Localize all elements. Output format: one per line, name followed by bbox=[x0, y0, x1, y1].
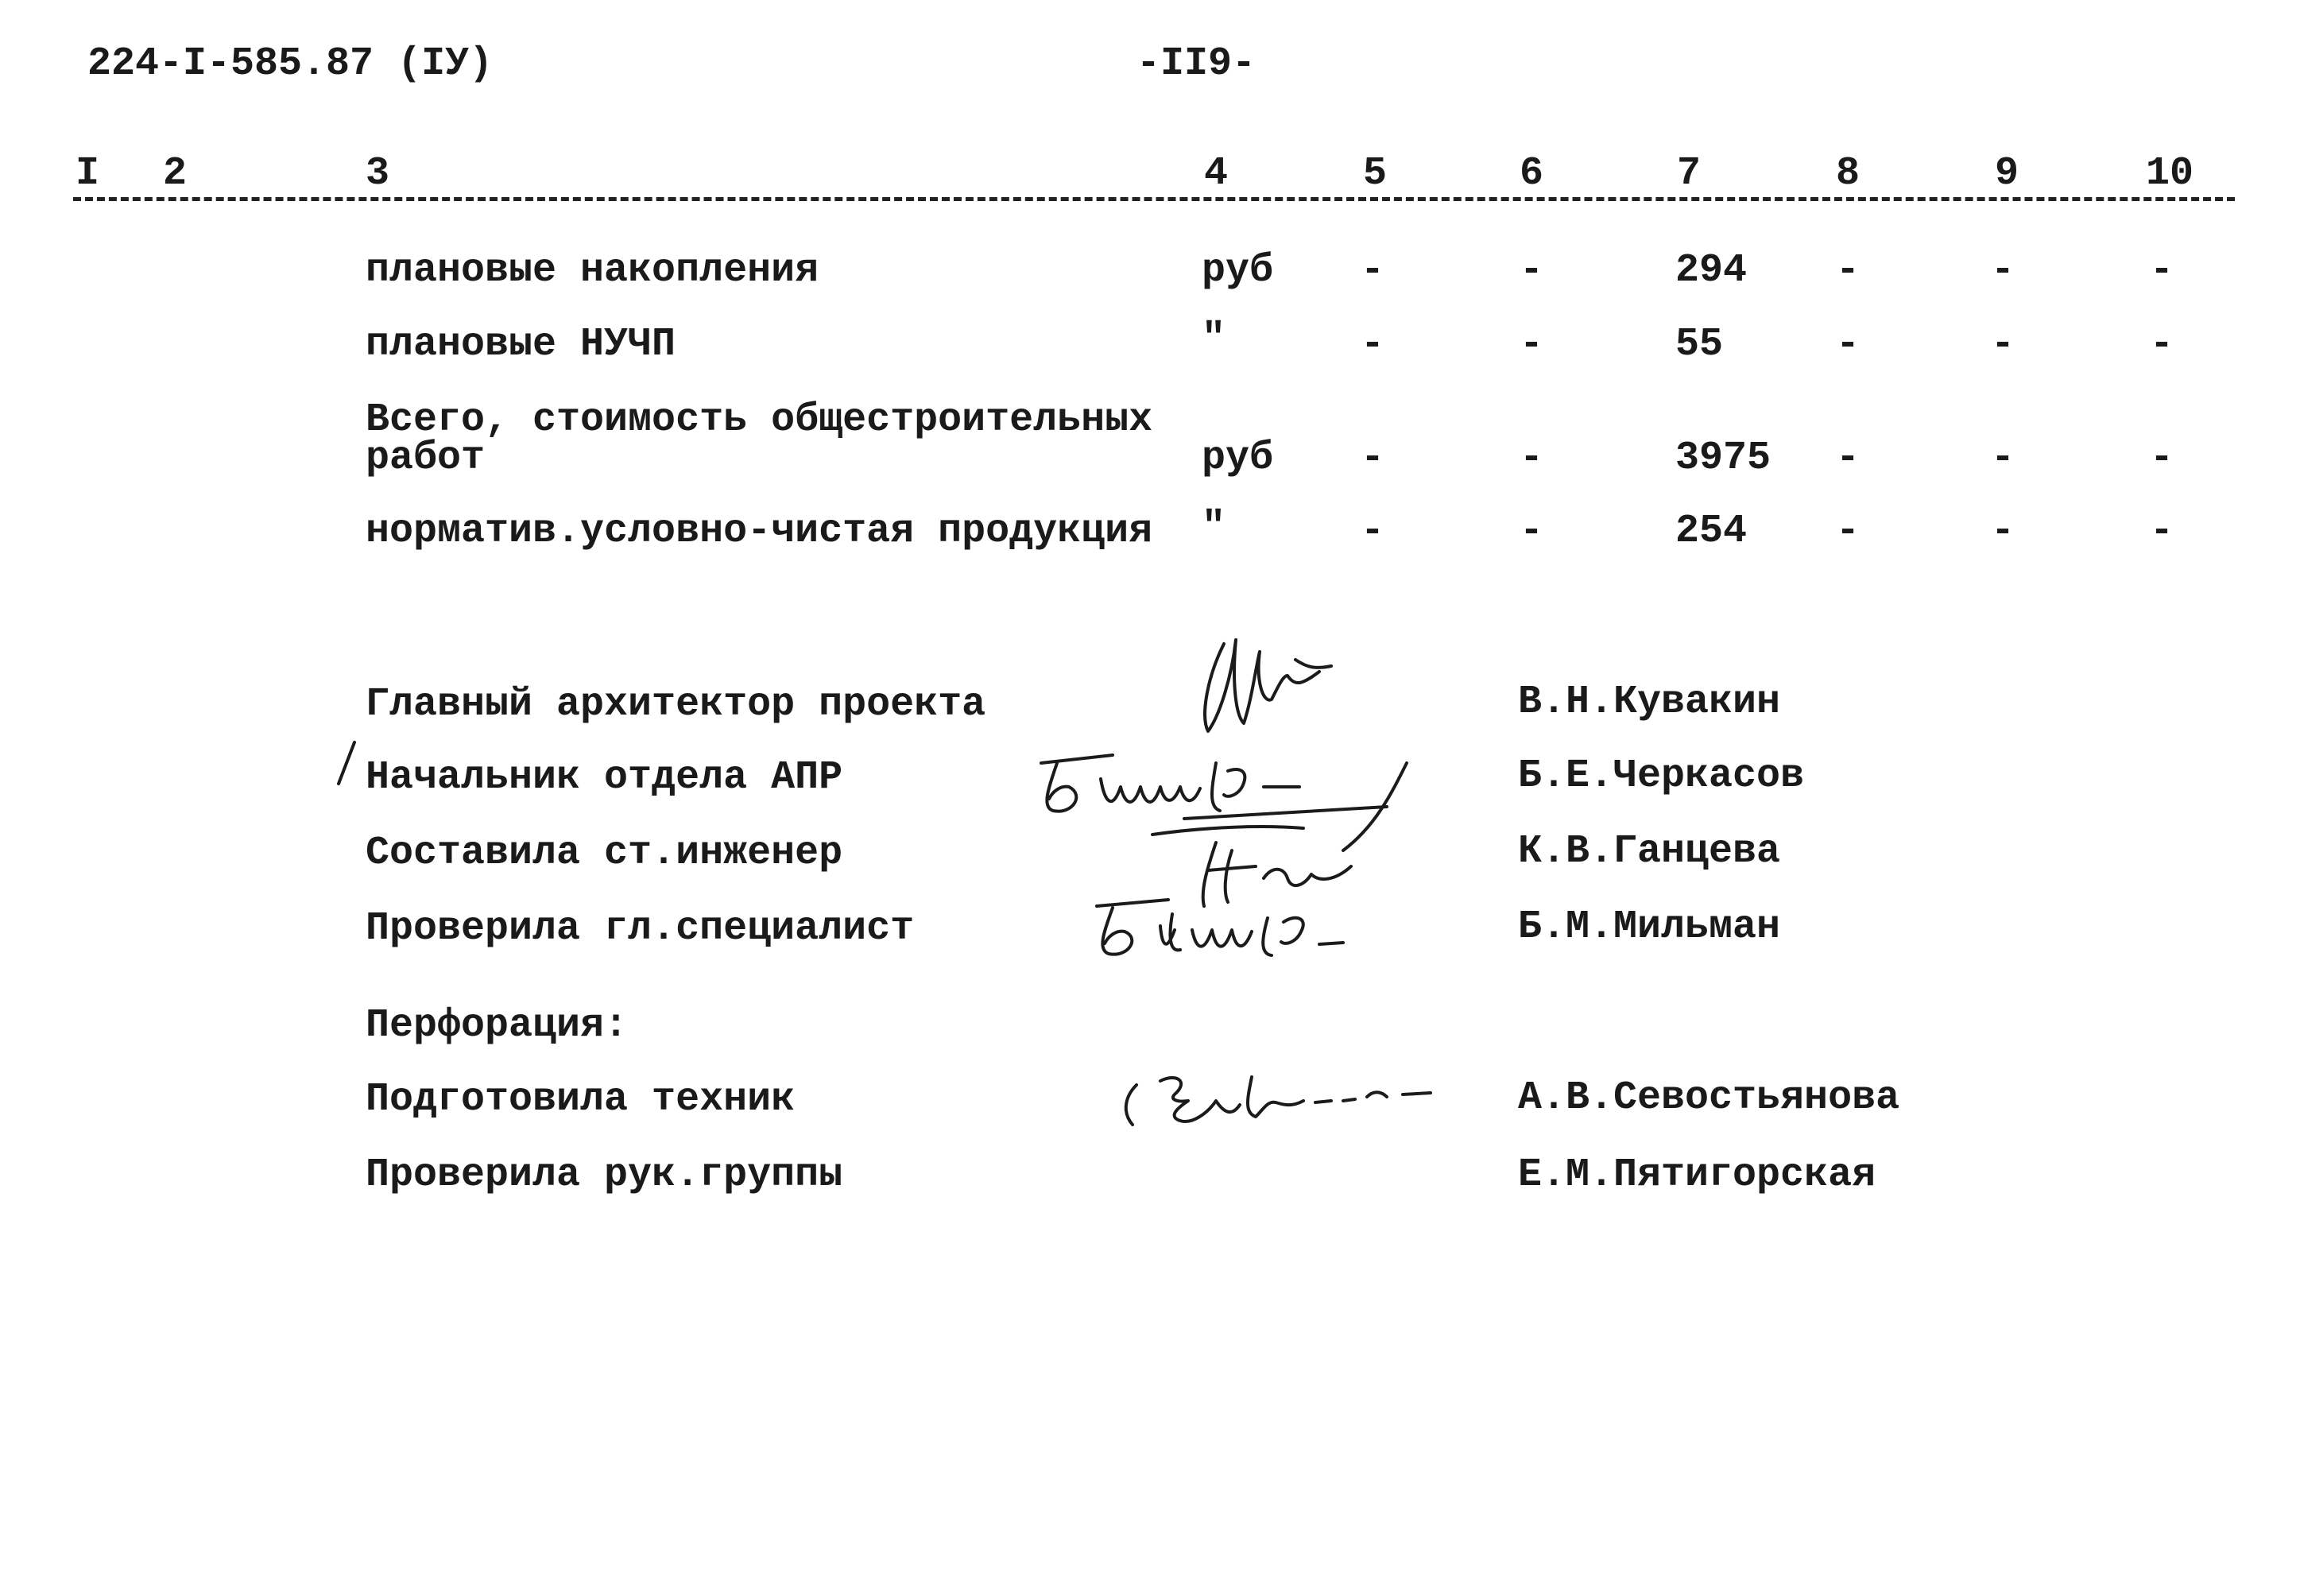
column-number: 7 bbox=[1677, 151, 1702, 196]
row-c6: - bbox=[1520, 248, 1544, 293]
row-c8: - bbox=[1836, 509, 1861, 554]
slash-mark bbox=[334, 739, 358, 787]
signature-kuvakin bbox=[1176, 628, 1351, 747]
signer-name: Е.М.Пятигорская bbox=[1518, 1152, 1876, 1198]
header-divider bbox=[73, 197, 2235, 201]
column-number: 2 bbox=[163, 151, 188, 196]
row-c5: - bbox=[1361, 436, 1385, 481]
row-c8: - bbox=[1836, 322, 1861, 367]
row-name: норматив.условно-чистая продукция bbox=[366, 509, 1153, 554]
signer-role: Проверила гл.специалист bbox=[366, 906, 915, 951]
column-number: I bbox=[76, 151, 100, 196]
row-c8: - bbox=[1836, 248, 1861, 293]
row-c9: - bbox=[1991, 322, 2015, 367]
row-c6: - bbox=[1520, 322, 1544, 367]
signer-role: Главный архитектор проекта bbox=[366, 682, 986, 727]
row-name: плановые НУЧП bbox=[366, 322, 676, 367]
row-unit: " bbox=[1202, 505, 1226, 550]
signature-sevostyanova bbox=[1113, 1053, 1478, 1141]
signer-role: Подготовила техник bbox=[366, 1077, 796, 1122]
column-number: 10 bbox=[2146, 151, 2194, 196]
row-c5: - bbox=[1361, 509, 1385, 554]
signer-name: К.В.Ганцева bbox=[1518, 829, 1781, 874]
row-c5: - bbox=[1361, 322, 1385, 367]
row-c10: - bbox=[2150, 509, 2174, 554]
signer-role: Проверила рук.группы bbox=[366, 1152, 843, 1198]
row-c8: - bbox=[1836, 436, 1861, 481]
row-c10: - bbox=[2150, 322, 2174, 367]
row-c6: - bbox=[1520, 436, 1544, 481]
column-number: 6 bbox=[1520, 151, 1544, 196]
column-number: 5 bbox=[1363, 151, 1388, 196]
signature-milman bbox=[1081, 882, 1383, 970]
signer-name: Б.М.Мильман bbox=[1518, 905, 1781, 950]
column-number: 4 bbox=[1204, 151, 1229, 196]
row-c5: - bbox=[1361, 248, 1385, 293]
page-number: -II9- bbox=[1136, 41, 1256, 87]
row-c10: - bbox=[2150, 436, 2174, 481]
row-name: работ bbox=[366, 436, 486, 481]
signer-role: Начальник отдела АПР bbox=[366, 755, 843, 800]
signer-name: А.В.Севостьянова bbox=[1518, 1075, 1900, 1121]
signer-name: В.Н.Кувакин bbox=[1518, 680, 1781, 725]
row-unit: руб bbox=[1202, 248, 1274, 293]
document-code: 224-I-585.87 (IУ) bbox=[87, 41, 494, 87]
signer-role: Составила ст.инженер bbox=[366, 831, 843, 876]
row-c10: - bbox=[2150, 248, 2174, 293]
row-c7: 55 bbox=[1675, 322, 1724, 367]
row-c9: - bbox=[1991, 436, 2015, 481]
signer-name: Б.Е.Черкасов bbox=[1518, 753, 1805, 799]
row-c7: 254 bbox=[1675, 509, 1748, 554]
column-number: 3 bbox=[366, 151, 390, 196]
row-name: плановые накопления bbox=[366, 248, 819, 293]
row-c7: 3975 bbox=[1675, 436, 1771, 481]
row-unit: " bbox=[1202, 316, 1226, 362]
row-c6: - bbox=[1520, 509, 1544, 554]
perforation-heading: Перфорация: bbox=[366, 1003, 629, 1048]
row-name-line1: Всего, стоимость общестроительных bbox=[366, 397, 1153, 443]
row-unit: руб bbox=[1202, 436, 1274, 481]
column-number: 9 bbox=[1995, 151, 2019, 196]
row-c9: - bbox=[1991, 509, 2015, 554]
row-c7: 294 bbox=[1675, 248, 1748, 293]
row-c9: - bbox=[1991, 248, 2015, 293]
column-number: 8 bbox=[1836, 151, 1861, 196]
